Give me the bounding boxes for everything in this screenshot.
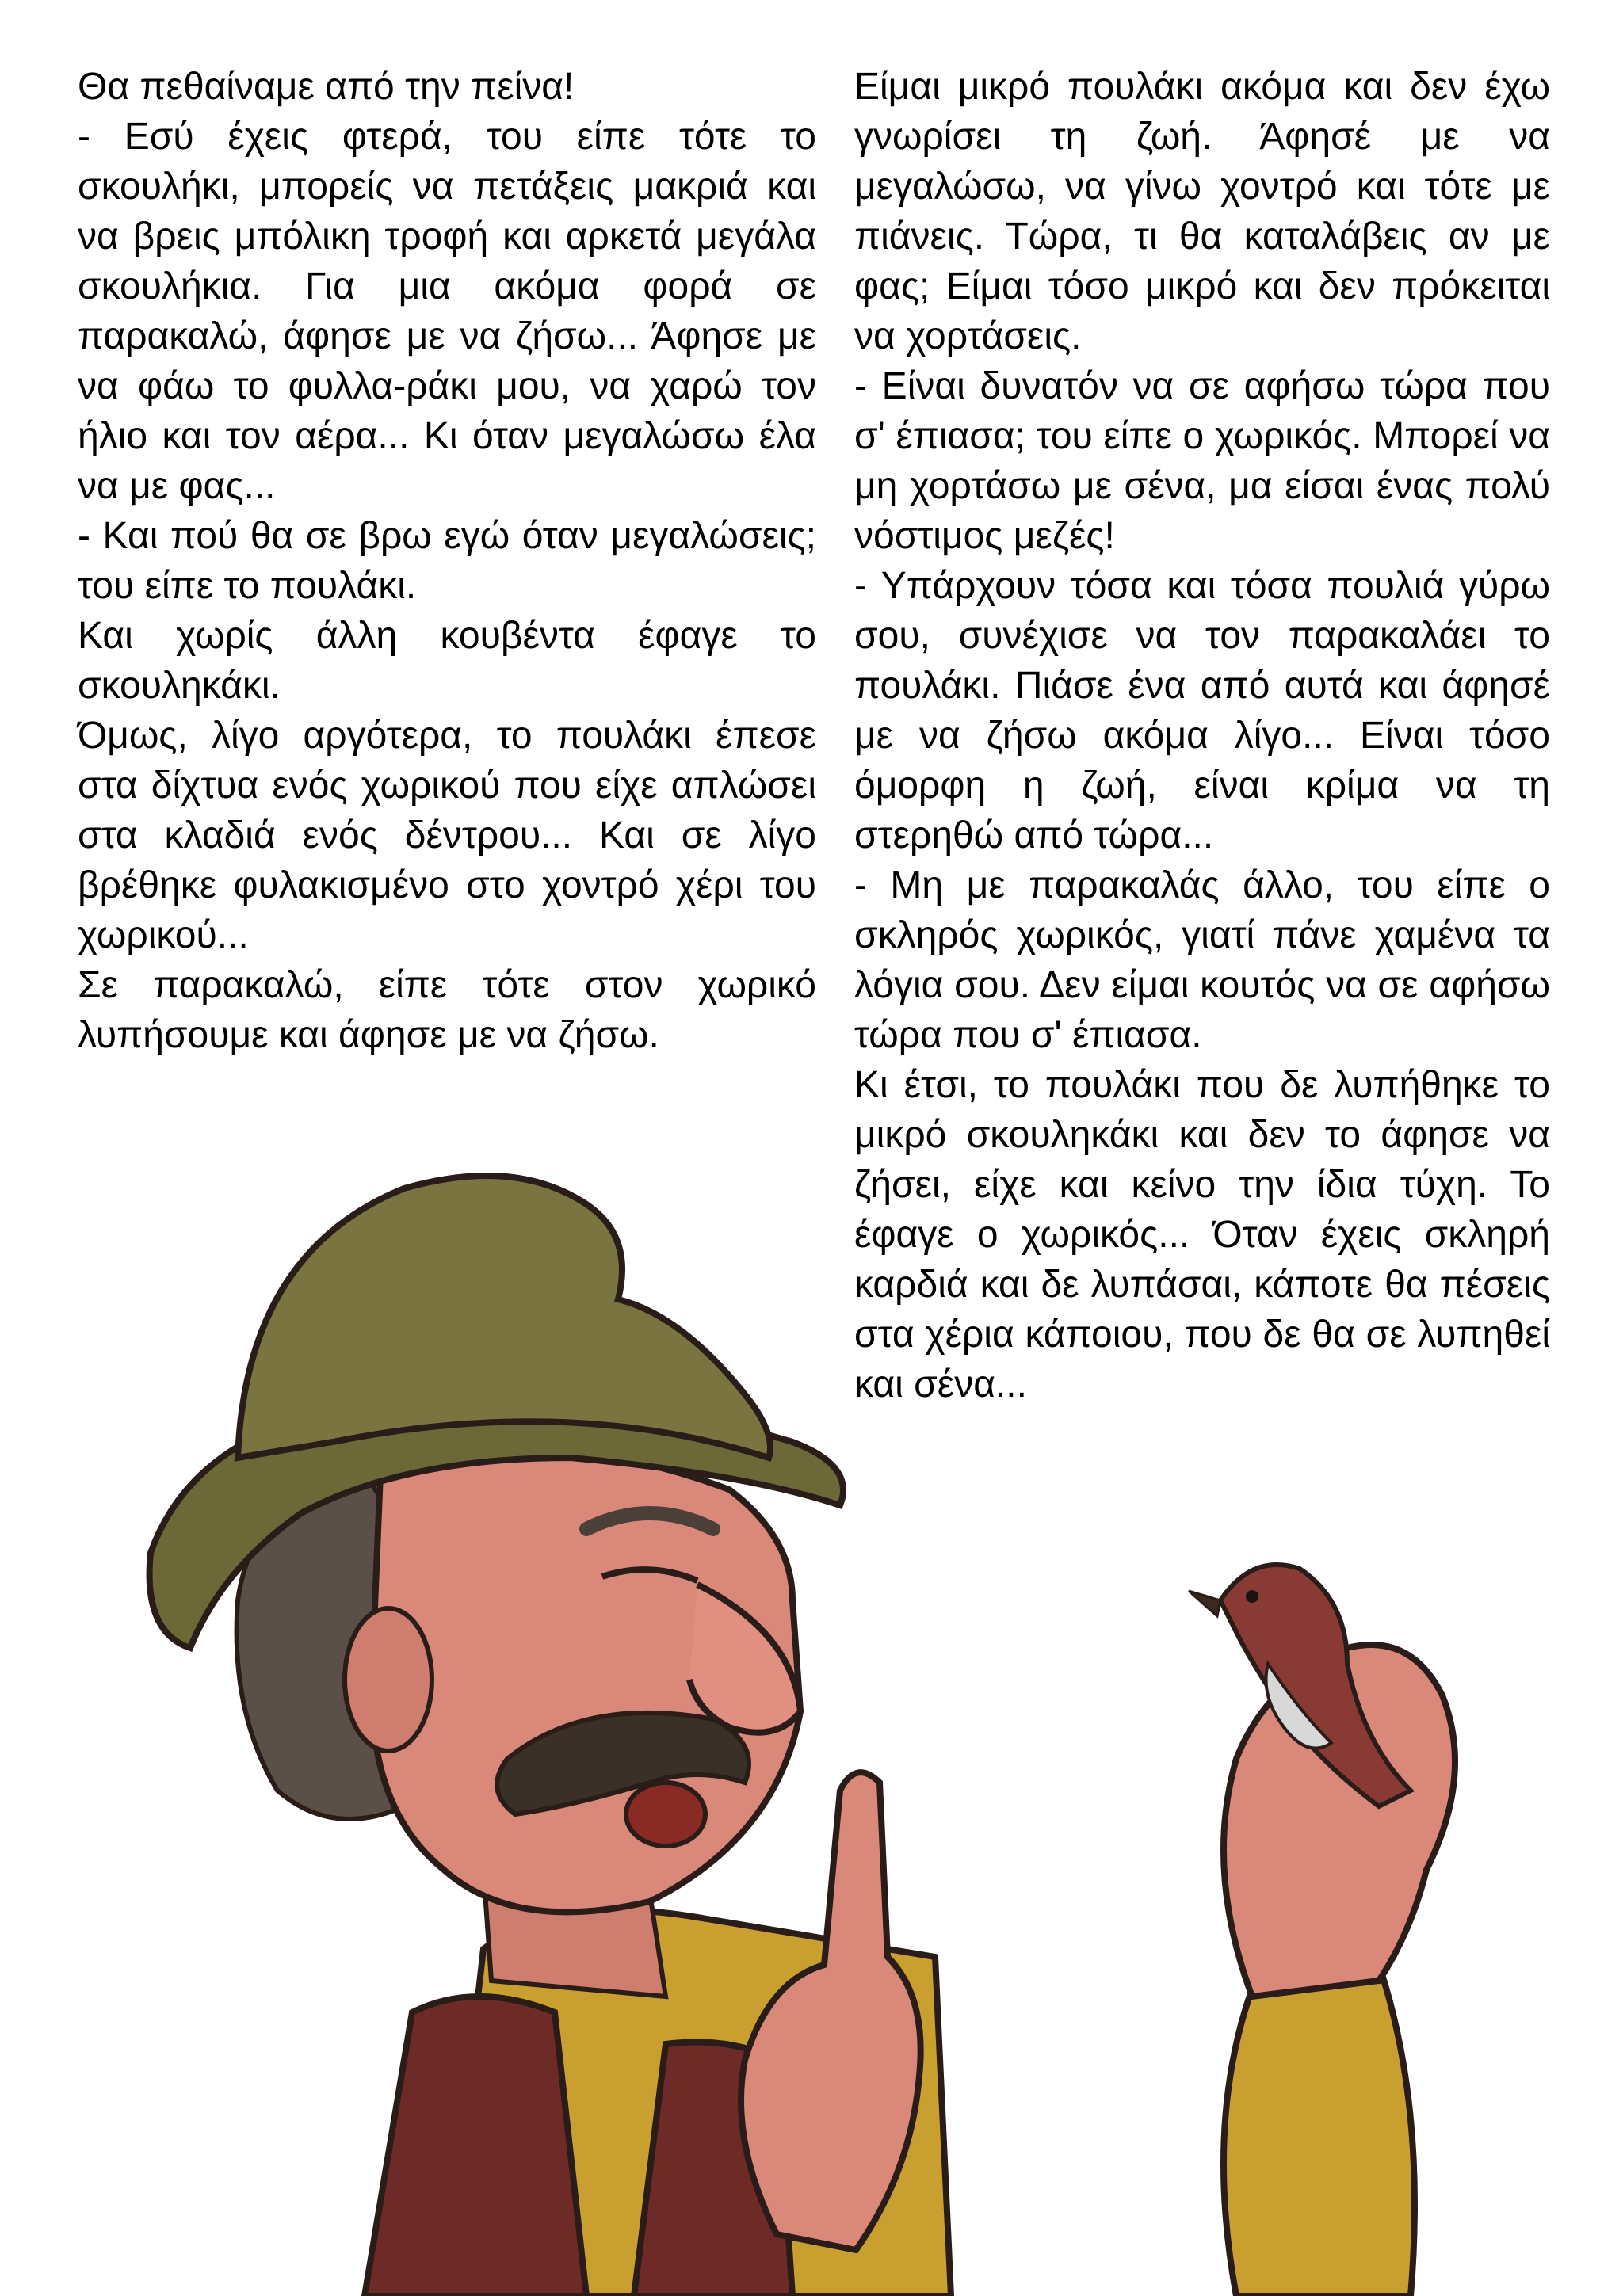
farmer-with-bird-illustration (143, 1157, 1490, 2296)
farmer-ear (345, 1608, 432, 1751)
left-text-column (78, 62, 816, 1060)
paragraph: - Και πού θα σε βρω εγώ όταν μεγαλώσεις; του είπε το πουλάκι. (78, 515, 816, 607)
paragraph: Όμως, λίγο αργότερα, το πουλάκι έπεσε στα δίχτυα ενός χωρικού που είχε απλώσει στα κλαδιά ενός δέντρου... Και σε λίγο βρέθηκε φυλακισμένο στο χοντρό χέρι του χωρικού... (78, 715, 816, 956)
farmer-vest (365, 1997, 586, 2296)
bird-eye (1246, 1590, 1258, 1603)
farmer-illustration-svg (143, 1157, 1490, 2296)
farmer-mouth (626, 1783, 705, 1846)
paragraph: Κι έτσι, το πουλάκι που δε λυπήθηκε το μικρό σκουληκάκι και δεν το άφησε να ζήσει, είχε και κείνο την ίδια τύχη. Το έφαγε ο χωρικός... Όταν έχεις σκληρή καρδιά και δε λυπάσαι, κάποτε θα πέσεις στα χέρια κάποιου, που δε θα σε λυπηθεί και σένα... (854, 1064, 1550, 1405)
farmer-hat-crown (238, 1176, 770, 1458)
paragraph: Και χωρίς άλλη κουβέντα έφαγε το σκουληκάκι. (78, 615, 816, 707)
farmer-raised-hand (741, 1772, 921, 2250)
paragraph: - Είναι δυνατόν να σε αφήσω τώρα που σ' έπιασα; του είπε ο χωρικός. Μπορεί να μη χορτάσω με σένα, μα είσαι ένας πολύ νόστιμος μεζές! (854, 365, 1550, 557)
paragraph: Σε παρακαλώ, είπε τότε στον χωρικό λυπήσουμε και άφησε με να ζήσω. (78, 964, 816, 1056)
paragraph: - Μη με παρακαλάς άλλο, του είπε ο σκληρός χωρικός, γιατί πάνε χαμένα τα λόγια σου. Δεν είμαι κουτός να σε αφήσω τώρα που σ' έπιασα. (854, 864, 1550, 1056)
paragraph: Θα πεθαίναμε από την πείνα! (78, 66, 575, 108)
bird-beak (1189, 1591, 1220, 1616)
paragraph: - Υπάρχουν τόσα και τόσα πουλιά γύρω σου, συνέχισε να τον παρακαλάει το πουλάκι. Πιάσε ένα από αυτά και άφησέ με να ζήσω ακόμα λίγο... Είναι τόσο όμορφη η ζωή, είναι κρίμα να τη στερηθώ από τώρα... (854, 565, 1550, 856)
paragraph: - Εσύ έχεις φτερά, του είπε τότε το σκουλήκι, μπορείς να πετάξεις μακριά και να βρεις μπόλικη τροφή και αρκετά μεγάλα σκουλήκια. Για μια ακόμα φορά σε παρακαλώ, άφησε με να ζήσω... Άφησε με να φάω το φυλλα-ράκι μου, να χαρώ τον ήλιο και τον αέρα... Κι όταν μεγαλώσω έλα να με φας... (78, 116, 816, 507)
farmer-right-sleeve (1224, 1965, 1415, 2296)
paragraph: Είμαι μικρό πουλάκι ακόμα και δεν έχω γνωρίσει τη ζωή. Άφησέ με να μεγαλώσω, να γίνω χοντρό και τότε με πιάνεις. Τώρα, τι θα καταλάβεις αν με φας; Είμαι τόσο μικρό και δεν πρόκειται να χορτάσεις. (854, 66, 1550, 357)
